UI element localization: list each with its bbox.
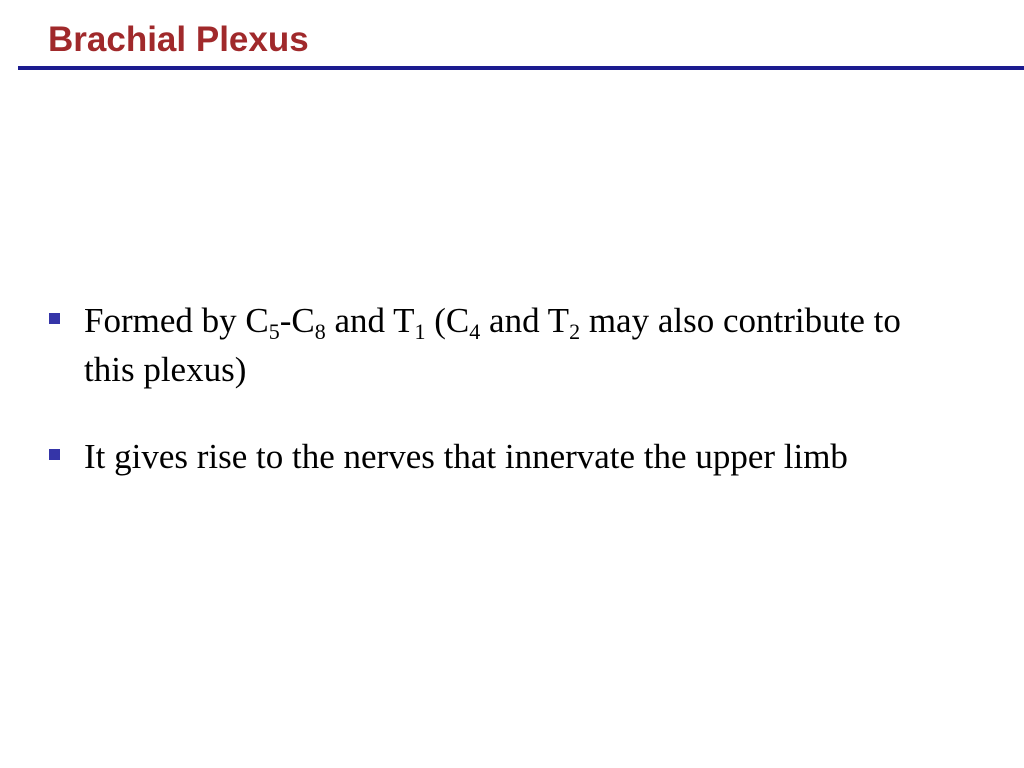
square-bullet-icon <box>49 313 60 324</box>
text-segment: and T <box>325 301 415 340</box>
subscript: 4 <box>469 319 481 344</box>
bullet-item-gives-rise <box>44 432 944 481</box>
square-bullet-icon <box>49 449 60 460</box>
subscript: 5 <box>268 319 280 344</box>
subscript: 2 <box>569 319 581 344</box>
bullet-text-formed-by <box>84 301 901 389</box>
bullet-list <box>44 296 944 481</box>
text-segment: may also contribute to this plexus) <box>84 301 901 389</box>
text-segment: (C <box>425 301 470 340</box>
text-segment: -C <box>279 301 315 340</box>
bullet-text-gives-rise: It gives rise to the nerves that innervate the upper limb <box>84 437 848 476</box>
bullet-item-formed-by <box>44 296 944 394</box>
text-segment: and T <box>480 301 570 340</box>
text-segment: Formed by C <box>84 301 269 340</box>
subscript: 1 <box>414 319 426 344</box>
subscript: 8 <box>314 319 326 344</box>
slide-title: Brachial Plexus <box>48 20 309 59</box>
title-underline <box>18 66 1024 70</box>
